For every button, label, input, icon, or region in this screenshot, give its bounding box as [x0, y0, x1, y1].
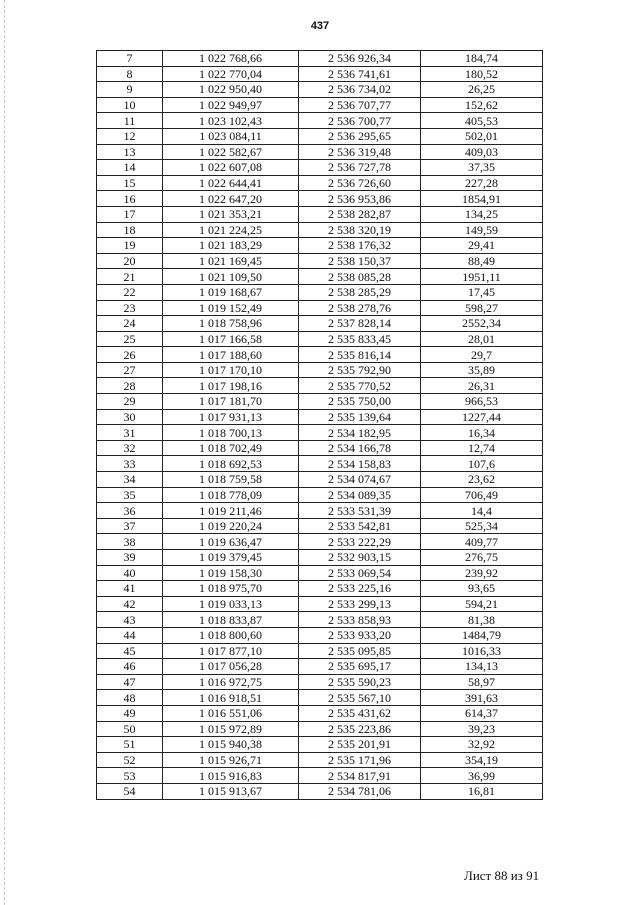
- distance-cell: 81,38: [421, 612, 543, 628]
- y-coordinate-cell: 2 538 176,32: [299, 238, 421, 254]
- point-number-cell: 54: [97, 783, 163, 799]
- x-coordinate-cell: 1 022 582,67: [163, 144, 299, 160]
- y-coordinate-cell: 2 536 741,61: [299, 66, 421, 82]
- distance-cell: 525,34: [421, 518, 543, 534]
- distance-cell: 26,25: [421, 82, 543, 98]
- distance-cell: 93,65: [421, 581, 543, 597]
- y-coordinate-cell: 2 536 727,78: [299, 160, 421, 176]
- distance-cell: 28,01: [421, 331, 543, 347]
- distance-cell: 706,49: [421, 487, 543, 503]
- distance-cell: 502,01: [421, 128, 543, 144]
- distance-cell: 29,41: [421, 238, 543, 254]
- distance-cell: 16,81: [421, 783, 543, 799]
- point-number-cell: 14: [97, 160, 163, 176]
- table-row: [97, 82, 543, 98]
- y-coordinate-cell: 2 534 817,91: [299, 768, 421, 784]
- point-number-cell: 18: [97, 222, 163, 238]
- point-number-cell: 42: [97, 596, 163, 612]
- x-coordinate-cell: 1 018 692,53: [163, 456, 299, 472]
- x-coordinate-cell: 1 015 926,71: [163, 752, 299, 768]
- point-number-cell: 8: [97, 66, 163, 82]
- table-row: [97, 472, 543, 488]
- y-coordinate-cell: 2 534 158,83: [299, 456, 421, 472]
- y-coordinate-cell: 2 533 542,81: [299, 518, 421, 534]
- x-coordinate-cell: 1 015 913,67: [163, 783, 299, 799]
- point-number-cell: 22: [97, 284, 163, 300]
- point-number-cell: 21: [97, 269, 163, 285]
- x-coordinate-cell: 1 015 916,83: [163, 768, 299, 784]
- page-number: 437: [310, 20, 330, 32]
- y-coordinate-cell: 2 535 816,14: [299, 347, 421, 363]
- y-coordinate-cell: 2 533 069,54: [299, 565, 421, 581]
- point-number-cell: 23: [97, 300, 163, 316]
- table-row: [97, 362, 543, 378]
- y-coordinate-cell: 2 535 171,96: [299, 752, 421, 768]
- x-coordinate-cell: 1 015 972,89: [163, 721, 299, 737]
- table-row: [97, 51, 543, 67]
- x-coordinate-cell: 1 022 949,97: [163, 97, 299, 113]
- x-coordinate-cell: 1 018 702,49: [163, 440, 299, 456]
- point-number-cell: 13: [97, 144, 163, 160]
- x-coordinate-cell: 1 022 647,20: [163, 191, 299, 207]
- table-row: [97, 456, 543, 472]
- y-coordinate-cell: 2 534 781,06: [299, 783, 421, 799]
- point-number-cell: 10: [97, 97, 163, 113]
- point-number-cell: 24: [97, 316, 163, 332]
- y-coordinate-cell: 2 536 734,02: [299, 82, 421, 98]
- distance-cell: 409,03: [421, 144, 543, 160]
- x-coordinate-cell: 1 019 636,47: [163, 534, 299, 550]
- distance-cell: 37,35: [421, 160, 543, 176]
- point-number-cell: 31: [97, 425, 163, 441]
- table-row: [97, 721, 543, 737]
- y-coordinate-cell: 2 538 282,87: [299, 206, 421, 222]
- point-number-cell: 50: [97, 721, 163, 737]
- y-coordinate-cell: 2 535 431,62: [299, 705, 421, 721]
- point-number-cell: 37: [97, 518, 163, 534]
- table-row: [97, 316, 543, 332]
- table-row: [97, 612, 543, 628]
- y-coordinate-cell: 2 536 726,60: [299, 175, 421, 191]
- point-number-cell: 45: [97, 643, 163, 659]
- x-coordinate-cell: 1 021 169,45: [163, 253, 299, 269]
- table-row: [97, 222, 543, 238]
- point-number-cell: 47: [97, 674, 163, 690]
- y-coordinate-cell: 2 534 074,67: [299, 472, 421, 488]
- table-row: [97, 394, 543, 410]
- table-row: [97, 97, 543, 113]
- table-row: [97, 550, 543, 566]
- distance-cell: 134,25: [421, 206, 543, 222]
- table-row: [97, 565, 543, 581]
- table-row: [97, 144, 543, 160]
- x-coordinate-cell: 1 019 379,45: [163, 550, 299, 566]
- scan-margin-line: [4, 0, 5, 905]
- table-row: [97, 160, 543, 176]
- distance-cell: 598,27: [421, 300, 543, 316]
- distance-cell: 276,75: [421, 550, 543, 566]
- table-row: [97, 534, 543, 550]
- x-coordinate-cell: 1 017 166,58: [163, 331, 299, 347]
- x-coordinate-cell: 1 021 109,50: [163, 269, 299, 285]
- distance-cell: 614,37: [421, 705, 543, 721]
- y-coordinate-cell: 2 533 225,16: [299, 581, 421, 597]
- distance-cell: 17,45: [421, 284, 543, 300]
- table-row: [97, 440, 543, 456]
- point-number-cell: 41: [97, 581, 163, 597]
- distance-cell: 107,6: [421, 456, 543, 472]
- x-coordinate-cell: 1 017 188,60: [163, 347, 299, 363]
- x-coordinate-cell: 1 017 931,13: [163, 409, 299, 425]
- table-row: [97, 690, 543, 706]
- y-coordinate-cell: 2 535 833,45: [299, 331, 421, 347]
- y-coordinate-cell: 2 535 695,17: [299, 659, 421, 675]
- y-coordinate-cell: 2 535 567,10: [299, 690, 421, 706]
- table-row: [97, 674, 543, 690]
- x-coordinate-cell: 1 018 833,87: [163, 612, 299, 628]
- y-coordinate-cell: 2 535 095,85: [299, 643, 421, 659]
- y-coordinate-cell: 2 533 299,13: [299, 596, 421, 612]
- point-number-cell: 48: [97, 690, 163, 706]
- x-coordinate-cell: 1 019 168,67: [163, 284, 299, 300]
- table-row: [97, 238, 543, 254]
- table-row: [97, 409, 543, 425]
- x-coordinate-cell: 1 022 607,08: [163, 160, 299, 176]
- point-number-cell: 43: [97, 612, 163, 628]
- x-coordinate-cell: 1 016 551,06: [163, 705, 299, 721]
- table-row: [97, 331, 543, 347]
- point-number-cell: 30: [97, 409, 163, 425]
- x-coordinate-cell: 1 022 950,40: [163, 82, 299, 98]
- point-number-cell: 9: [97, 82, 163, 98]
- point-number-cell: 29: [97, 394, 163, 410]
- distance-cell: 26,31: [421, 378, 543, 394]
- point-number-cell: 53: [97, 768, 163, 784]
- distance-cell: 184,74: [421, 51, 543, 67]
- x-coordinate-cell: 1 023 084,11: [163, 128, 299, 144]
- point-number-cell: 32: [97, 440, 163, 456]
- table-row: [97, 503, 543, 519]
- distance-cell: 16,34: [421, 425, 543, 441]
- y-coordinate-cell: 2 537 828,14: [299, 316, 421, 332]
- x-coordinate-cell: 1 016 918,51: [163, 690, 299, 706]
- x-coordinate-cell: 1 015 940,38: [163, 737, 299, 753]
- distance-cell: 35,89: [421, 362, 543, 378]
- table-row: [97, 66, 543, 82]
- distance-cell: 58,97: [421, 674, 543, 690]
- table-row: [97, 643, 543, 659]
- point-number-cell: 36: [97, 503, 163, 519]
- y-coordinate-cell: 2 536 707,77: [299, 97, 421, 113]
- point-number-cell: 51: [97, 737, 163, 753]
- distance-cell: 391,63: [421, 690, 543, 706]
- distance-cell: 1016,33: [421, 643, 543, 659]
- distance-cell: 149,59: [421, 222, 543, 238]
- table-row: [97, 191, 543, 207]
- distance-cell: 1484,79: [421, 627, 543, 643]
- table-row: [97, 705, 543, 721]
- distance-cell: 227,28: [421, 175, 543, 191]
- point-number-cell: 44: [97, 627, 163, 643]
- distance-cell: 594,21: [421, 596, 543, 612]
- distance-cell: 2552,34: [421, 316, 543, 332]
- point-number-cell: 25: [97, 331, 163, 347]
- x-coordinate-cell: 1 022 770,04: [163, 66, 299, 82]
- point-number-cell: 35: [97, 487, 163, 503]
- distance-cell: 152,62: [421, 97, 543, 113]
- y-coordinate-cell: 2 536 926,34: [299, 51, 421, 67]
- table-row: [97, 487, 543, 503]
- y-coordinate-cell: 2 534 182,95: [299, 425, 421, 441]
- y-coordinate-cell: 2 535 139,64: [299, 409, 421, 425]
- point-number-cell: 7: [97, 51, 163, 67]
- point-number-cell: 20: [97, 253, 163, 269]
- distance-cell: 23,62: [421, 472, 543, 488]
- distance-cell: 29,7: [421, 347, 543, 363]
- x-coordinate-cell: 1 018 778,09: [163, 487, 299, 503]
- y-coordinate-cell: 2 533 222,29: [299, 534, 421, 550]
- table-row: [97, 128, 543, 144]
- table-row: [97, 175, 543, 191]
- x-coordinate-cell: 1 021 183,29: [163, 238, 299, 254]
- x-coordinate-cell: 1 019 220,24: [163, 518, 299, 534]
- distance-cell: 409,77: [421, 534, 543, 550]
- y-coordinate-cell: 2 535 223,86: [299, 721, 421, 737]
- point-number-cell: 49: [97, 705, 163, 721]
- y-coordinate-cell: 2 538 285,29: [299, 284, 421, 300]
- table-row: [97, 627, 543, 643]
- point-number-cell: 34: [97, 472, 163, 488]
- point-number-cell: 15: [97, 175, 163, 191]
- table-row: [97, 425, 543, 441]
- y-coordinate-cell: 2 536 700,77: [299, 113, 421, 129]
- x-coordinate-cell: 1 018 800,60: [163, 627, 299, 643]
- table-row: [97, 752, 543, 768]
- x-coordinate-cell: 1 022 644,41: [163, 175, 299, 191]
- point-number-cell: 52: [97, 752, 163, 768]
- table-row: [97, 113, 543, 129]
- x-coordinate-cell: 1 016 972,75: [163, 674, 299, 690]
- y-coordinate-cell: 2 533 531,39: [299, 503, 421, 519]
- x-coordinate-cell: 1 017 181,70: [163, 394, 299, 410]
- point-number-cell: 17: [97, 206, 163, 222]
- x-coordinate-cell: 1 023 102,43: [163, 113, 299, 129]
- x-coordinate-cell: 1 017 198,16: [163, 378, 299, 394]
- x-coordinate-cell: 1 019 211,46: [163, 503, 299, 519]
- y-coordinate-cell: 2 535 750,00: [299, 394, 421, 410]
- distance-cell: 32,92: [421, 737, 543, 753]
- point-number-cell: 27: [97, 362, 163, 378]
- y-coordinate-cell: 2 535 770,52: [299, 378, 421, 394]
- point-number-cell: 40: [97, 565, 163, 581]
- sheet-footer: Лист 88 из 91: [464, 868, 540, 883]
- point-number-cell: 26: [97, 347, 163, 363]
- y-coordinate-cell: 2 535 201,91: [299, 737, 421, 753]
- table-row: [97, 768, 543, 784]
- table-row: [97, 269, 543, 285]
- y-coordinate-cell: 2 534 166,78: [299, 440, 421, 456]
- table-row: [97, 783, 543, 799]
- table-row: [97, 581, 543, 597]
- y-coordinate-cell: 2 538 085,28: [299, 269, 421, 285]
- x-coordinate-cell: 1 019 158,30: [163, 565, 299, 581]
- distance-cell: 354,19: [421, 752, 543, 768]
- point-number-cell: 12: [97, 128, 163, 144]
- table-row: [97, 347, 543, 363]
- y-coordinate-cell: 2 538 150,37: [299, 253, 421, 269]
- table-row: [97, 596, 543, 612]
- table-row: [97, 253, 543, 269]
- table-row: [97, 518, 543, 534]
- table-row: [97, 300, 543, 316]
- point-number-cell: 11: [97, 113, 163, 129]
- point-number-cell: 16: [97, 191, 163, 207]
- table-row: [97, 378, 543, 394]
- distance-cell: 405,53: [421, 113, 543, 129]
- x-coordinate-cell: 1 017 877,10: [163, 643, 299, 659]
- x-coordinate-cell: 1 018 975,70: [163, 581, 299, 597]
- table-row: [97, 284, 543, 300]
- y-coordinate-cell: 2 535 792,90: [299, 362, 421, 378]
- y-coordinate-cell: 2 533 933,20: [299, 627, 421, 643]
- y-coordinate-cell: 2 536 295,65: [299, 128, 421, 144]
- x-coordinate-cell: 1 021 224,25: [163, 222, 299, 238]
- distance-cell: 134,13: [421, 659, 543, 675]
- distance-cell: 1951,11: [421, 269, 543, 285]
- y-coordinate-cell: 2 535 590,23: [299, 674, 421, 690]
- x-coordinate-cell: 1 017 170,10: [163, 362, 299, 378]
- y-coordinate-cell: 2 533 858,93: [299, 612, 421, 628]
- x-coordinate-cell: 1 018 758,96: [163, 316, 299, 332]
- x-coordinate-cell: 1 019 033,13: [163, 596, 299, 612]
- point-number-cell: 19: [97, 238, 163, 254]
- x-coordinate-cell: 1 018 700,13: [163, 425, 299, 441]
- y-coordinate-cell: 2 536 953,86: [299, 191, 421, 207]
- distance-cell: 180,52: [421, 66, 543, 82]
- x-coordinate-cell: 1 021 353,21: [163, 206, 299, 222]
- coordinates-table: [96, 50, 543, 800]
- x-coordinate-cell: 1 018 759,58: [163, 472, 299, 488]
- y-coordinate-cell: 2 536 319,48: [299, 144, 421, 160]
- distance-cell: 88,49: [421, 253, 543, 269]
- y-coordinate-cell: 2 532 903,15: [299, 550, 421, 566]
- distance-cell: 966,53: [421, 394, 543, 410]
- x-coordinate-cell: 1 019 152,49: [163, 300, 299, 316]
- point-number-cell: 28: [97, 378, 163, 394]
- table-row: [97, 659, 543, 675]
- distance-cell: 239,92: [421, 565, 543, 581]
- distance-cell: 12,74: [421, 440, 543, 456]
- point-number-cell: 38: [97, 534, 163, 550]
- x-coordinate-cell: 1 022 768,66: [163, 51, 299, 67]
- table-row: [97, 737, 543, 753]
- distance-cell: 1227,44: [421, 409, 543, 425]
- distance-cell: 14,4: [421, 503, 543, 519]
- table-row: [97, 206, 543, 222]
- x-coordinate-cell: 1 017 056,28: [163, 659, 299, 675]
- y-coordinate-cell: 2 534 089,35: [299, 487, 421, 503]
- y-coordinate-cell: 2 538 320,19: [299, 222, 421, 238]
- distance-cell: 36,99: [421, 768, 543, 784]
- point-number-cell: 39: [97, 550, 163, 566]
- y-coordinate-cell: 2 538 278,76: [299, 300, 421, 316]
- point-number-cell: 33: [97, 456, 163, 472]
- point-number-cell: 46: [97, 659, 163, 675]
- coordinates-table-body: [97, 51, 543, 800]
- distance-cell: 1854,91: [421, 191, 543, 207]
- distance-cell: 39,23: [421, 721, 543, 737]
